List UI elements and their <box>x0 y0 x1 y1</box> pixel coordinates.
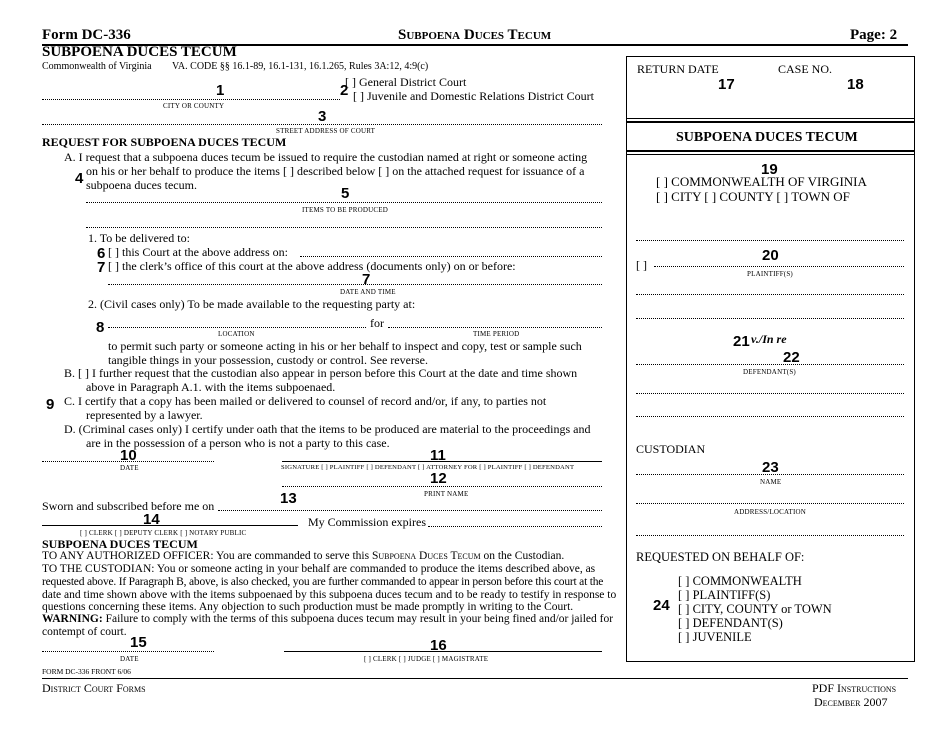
items-line-1[interactable] <box>86 202 602 203</box>
warning-line1 <box>42 613 613 625</box>
field-number-20: 20 <box>762 247 779 264</box>
address-caption: ADDRESS/LOCATION <box>734 508 807 516</box>
location-caption: LOCATION <box>218 330 255 338</box>
sdt-heading: SUBPOENA DUCES TECUM <box>42 537 198 551</box>
deliver-label: 1. To be delivered to: <box>88 231 190 245</box>
field-number-19: 19 <box>761 161 778 178</box>
para-a-line3: subpoena duces tecum. <box>86 178 197 192</box>
custodian-line2: requested above. If Paragraph B, above, is also checked, you are further commanded to appear in person before this court at the <box>42 576 604 588</box>
footer-rule <box>42 678 908 679</box>
field-number-21: 21 <box>733 333 750 350</box>
header-title: Subpoena Duces Tecum <box>398 27 552 43</box>
issue-date-line[interactable] <box>42 651 214 652</box>
v-in-re-label: v./In re <box>751 332 787 346</box>
commonwealth-option[interactable]: [ ] COMMONWEALTH OF VIRGINIA <box>656 174 867 189</box>
date-caption: DATE <box>120 464 139 472</box>
clerk-judge-caption: [ ] CLERK [ ] JUDGE [ ] MAGISTRATE <box>364 655 489 663</box>
field-number-8: 8 <box>96 319 105 336</box>
deliver-clerk-option[interactable]: [ ] the clerk’s office of this court at the above address (documents only) on or before: <box>108 259 516 273</box>
field-number-7: 7 <box>97 259 106 276</box>
right-panel <box>626 56 915 662</box>
field-number-4: 4 <box>75 170 84 187</box>
para-b-line1[interactable]: B. [ ] I further request that the custodian also appear in person before this Court at the date and time shown <box>64 366 578 380</box>
form-footer-code: FORM DC-336 FRONT 6/06 <box>42 667 131 676</box>
permit-line1: to permit such party or someone acting in his or her behalf to inspect and copy, test or sample such <box>108 339 582 353</box>
field-number-12: 12 <box>430 470 447 487</box>
field-number-1: 1 <box>216 82 225 99</box>
main-title: SUBPOENA DUCES TECUM <box>42 44 237 60</box>
officer-line <box>42 550 564 562</box>
custodian-line1: TO THE CUSTODIAN: You or someone acting in your behalf are commanded to produce the items described above, as <box>42 563 596 575</box>
defendant-line-3[interactable] <box>636 416 904 417</box>
field-number-2: 2 <box>340 82 349 99</box>
sworn-label: Sworn and subscribed before me on <box>42 499 215 513</box>
warning-label: WARNING: <box>42 613 103 625</box>
plaintiffs-caption: PLAINTIFF(S) <box>747 270 793 278</box>
defendants-caption: DEFENDANT(S) <box>743 368 796 376</box>
field-number-9: 9 <box>46 396 55 413</box>
gdc-option[interactable]: [ ] General District Court <box>345 75 467 89</box>
field-number-3: 3 <box>318 108 327 125</box>
signature-line[interactable] <box>282 461 602 462</box>
warning-line2: contempt of court. <box>42 626 127 638</box>
custodian-line4: questions concerning these items. Any objection to such production must be made promptly in writing to the Court. <box>42 601 574 613</box>
name-caption: NAME <box>760 478 782 486</box>
issue-date-caption: DATE <box>120 655 139 663</box>
right-rule-3 <box>626 150 914 152</box>
right-title: SUBPOENA DUCES TECUM <box>676 130 858 145</box>
plaintiff-line-3[interactable] <box>636 318 904 319</box>
commonwealth-label: Commonwealth of Virginia <box>42 61 152 72</box>
field-number-24: 24 <box>653 597 670 614</box>
commission-line[interactable] <box>428 526 602 527</box>
page-number: Page: 2 <box>850 27 898 43</box>
footer-left: District Court Forms <box>42 681 146 695</box>
para-d-line2: are in the possession of a person who is not a party to this case. <box>86 436 390 450</box>
plaintiff-line-2[interactable] <box>636 294 904 295</box>
right-rule-4 <box>626 154 914 155</box>
field-number-7b: 7 <box>362 271 371 288</box>
case-no-label: CASE NO. <box>778 62 833 76</box>
for-label: for <box>370 316 384 330</box>
field-number-23: 23 <box>762 459 779 476</box>
field-number-5: 5 <box>341 185 350 202</box>
city-county-town-option[interactable]: [ ] CITY [ ] COUNTY [ ] TOWN OF <box>656 189 850 204</box>
custodian-name-line[interactable] <box>636 474 904 475</box>
custodian-address-line[interactable] <box>636 503 904 504</box>
para-d-line1: D. (Criminal cases only) I certify under oath that the items to be produced are material to the proceedings and <box>64 422 591 436</box>
issuer-signature-line[interactable] <box>284 651 602 652</box>
officer-text-2: on the Custodian. <box>483 550 565 562</box>
custodian-line3: date and time shown above with the items subpoenaed by this subpoena duces tecum and to be ready to testify in response to <box>42 589 617 601</box>
field-number-10: 10 <box>120 447 137 464</box>
items-line-2[interactable] <box>86 227 602 228</box>
print-name-caption: PRINT NAME <box>424 490 469 498</box>
request-heading: REQUEST FOR SUBPOENA DUCES TECUM <box>42 135 287 149</box>
date-line[interactable] <box>42 461 214 462</box>
behalf-juvenile[interactable]: [ ] JUVENILE <box>678 630 752 644</box>
para-c-line2: represented by a lawyer. <box>86 408 203 422</box>
deliver-court-line[interactable] <box>300 256 602 257</box>
officer-subpoena-text: Subpoena Duces Tecum <box>371 550 481 562</box>
field-number-11: 11 <box>430 447 446 464</box>
defendant-line-2[interactable] <box>636 393 904 394</box>
form-id: Form DC-336 <box>42 27 131 43</box>
date-time-line[interactable] <box>108 284 602 285</box>
custodian-address-line-2[interactable] <box>636 535 904 536</box>
field-number-18: 18 <box>847 76 864 93</box>
print-name-line[interactable] <box>282 486 602 487</box>
custodian-label: CUSTODIAN <box>636 442 706 456</box>
footer-right-1: PDF Instructions <box>812 681 897 695</box>
time-period-caption: TIME PERIOD <box>473 330 520 338</box>
street-address-line[interactable] <box>42 124 602 125</box>
para-a-line1: A. I request that a subpoena duces tecum be issued to require the custodian named at right or someone acting <box>64 150 588 164</box>
requested-label: REQUESTED ON BEHALF OF: <box>636 550 805 564</box>
para-b-line2: above in Paragraph A.1. with the items subpoenaed. <box>86 380 336 394</box>
va-code: VA. CODE §§ 16.1-89, 16.1-131, 16.1.265, Rules 3A:12, 4:9(c) <box>172 61 429 72</box>
plaintiff-bracket[interactable]: [ ] <box>636 258 647 272</box>
para-a-line2: on his or her behalf to produce the items [ ] described below [ ] on the attached request for issuance of a <box>86 164 585 178</box>
warning-text: Failure to comply with the terms of this subpoena duces tecum may result in your being fined and/or jailed for <box>105 613 614 625</box>
city-county-caption: CITY OR COUNTY <box>163 102 225 110</box>
para-c-line1: C. I certify that a copy has been mailed or delivered to counsel of record and/or, if any, to parties not <box>64 394 547 408</box>
officer-signature-line[interactable] <box>42 525 298 526</box>
street-address-caption: STREET ADDRESS OF COURT <box>276 127 376 135</box>
behalf-plaintiffs[interactable]: [ ] PLAINTIFF(S) <box>678 588 771 602</box>
commission-label: My Commission expires <box>308 515 427 529</box>
right-rule-1 <box>626 118 914 119</box>
return-date-label: RETURN DATE <box>637 62 719 76</box>
deliver-court-option[interactable]: [ ] this Court at the above address on: <box>108 245 288 259</box>
jdr-option[interactable]: [ ] Juvenile and Domestic Relations District Court <box>353 89 594 103</box>
date-time-caption: DATE AND TIME <box>340 288 396 296</box>
civil-label: 2. (Civil cases only) To be made available to the requesting party at: <box>88 297 416 311</box>
field-number-13: 13 <box>280 490 297 507</box>
permit-line2: tangible things in your possession, custody or control. See reverse. <box>108 353 428 367</box>
behalf-commonwealth[interactable]: [ ] COMMONWEALTH <box>678 574 802 588</box>
plaintiff-line[interactable] <box>654 266 904 267</box>
defendant-line[interactable] <box>636 364 904 365</box>
field-number-17: 17 <box>718 76 735 93</box>
behalf-city-county-town[interactable]: [ ] CITY, COUNTY or TOWN <box>678 602 832 616</box>
sworn-date-line[interactable] <box>218 510 602 511</box>
field-number-14: 14 <box>143 511 160 528</box>
signature-caption: SIGNATURE [ ] PLAINTIFF [ ] DEFENDANT [ ] ATTORNEY FOR [ ] PLAINTIFF [ ] DEFENDANT <box>281 464 575 471</box>
items-caption: ITEMS TO BE PRODUCED <box>302 206 389 214</box>
behalf-defendants[interactable]: [ ] DEFENDANT(S) <box>678 616 783 630</box>
time-period-line[interactable] <box>388 327 602 328</box>
location-line[interactable] <box>108 327 366 328</box>
field-number-15: 15 <box>130 634 147 651</box>
field-number-6: 6 <box>97 245 106 262</box>
field-number-16: 16 <box>430 637 447 654</box>
field-number-22: 22 <box>783 349 800 366</box>
locality-line[interactable] <box>636 240 904 241</box>
officer-text-1: TO ANY AUTHORIZED OFFICER: You are commanded to serve this <box>42 550 370 562</box>
city-county-line[interactable] <box>42 99 340 100</box>
clerk-options-caption: [ ] CLERK [ ] DEPUTY CLERK [ ] NOTARY PUBLIC <box>80 529 247 537</box>
footer-right-2: December 2007 <box>814 695 888 709</box>
right-rule-2 <box>626 121 914 123</box>
